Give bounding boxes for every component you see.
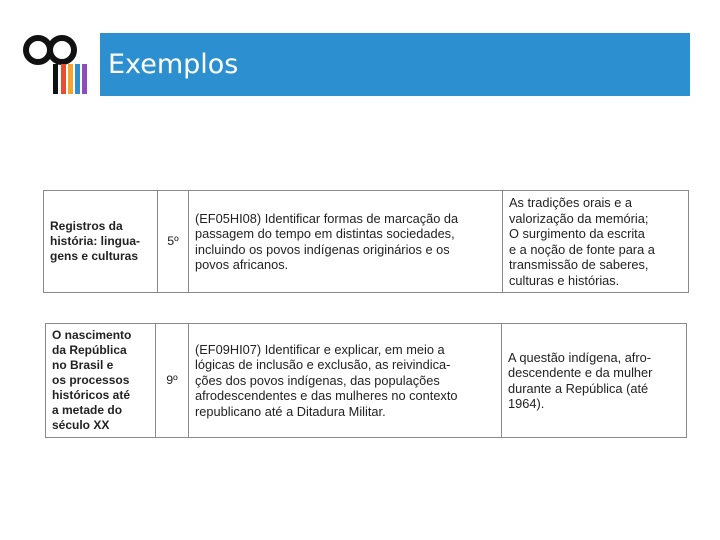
knowledge-line: As tradições orais e a [509, 195, 633, 210]
knowledge-line: culturas e histórias. [509, 272, 620, 288]
objective-line: afrodescendentes e das mulheres no contexto [195, 388, 458, 404]
knowledge-line: O surgimento da escrita [509, 226, 645, 241]
title-bar [100, 33, 690, 96]
theme-line: século XX [52, 418, 110, 432]
objective-line: (EF09HI07) Identificar e explicar, em meio a [195, 341, 445, 357]
objective-line: republicano até a Ditadura Militar. [195, 403, 386, 419]
table-row [44, 191, 689, 293]
theme-line: no Brasil e [52, 358, 114, 372]
curriculum-table-5th-grade [43, 190, 689, 293]
theme-line: gens e culturas [50, 249, 139, 263]
theme-line: da República [52, 343, 127, 357]
knowledge-line: descendente e da mulher [508, 365, 653, 380]
objective-line: (EF05HI08) Identificar formas de marcação da [195, 210, 459, 226]
thematic-unit-cell [44, 191, 158, 293]
grade-cell: 9º [156, 324, 189, 438]
objective-cell [189, 191, 503, 293]
theme-line: O nascimento [52, 328, 132, 342]
objective-cell [189, 324, 502, 438]
curriculum-table-9th-grade [45, 323, 687, 438]
knowledge-line: e a noção de fonte para a [509, 241, 655, 257]
knowledge-line: transmissão de saberes, [509, 257, 649, 272]
theme-line: história: lingua- [50, 234, 140, 248]
knowledge-line: A questão indígena, afro- [508, 349, 652, 365]
knowledge-object-cell [503, 191, 689, 293]
thematic-unit-cell [46, 324, 156, 438]
knowledge-object-cell [502, 324, 687, 438]
objective-line: ções dos povos indígenas, das populações [195, 372, 440, 388]
objective-line: passagem do tempo em distintas sociedades, [195, 226, 455, 241]
theme-line: Registros da [50, 219, 123, 233]
objective-line: incluindo os povos indígenas originários e os [195, 241, 450, 257]
theme-line: históricos até [52, 388, 131, 402]
objective-line: povos africanos. [195, 257, 289, 272]
knowledge-line: durante a República (até [508, 380, 649, 396]
theme-line: os processos [52, 373, 130, 387]
cpii-logo-icon [22, 30, 92, 96]
theme-line: a metade do [52, 403, 123, 417]
knowledge-line: 1964). [508, 396, 545, 411]
slide-title: Exemplos [108, 49, 239, 80]
table-row [46, 324, 687, 438]
grade-cell: 5º [158, 191, 189, 293]
knowledge-line: valorização da memória; [509, 210, 649, 226]
objective-line: lógicas de inclusão e exclusão, as reivindica- [195, 357, 451, 373]
